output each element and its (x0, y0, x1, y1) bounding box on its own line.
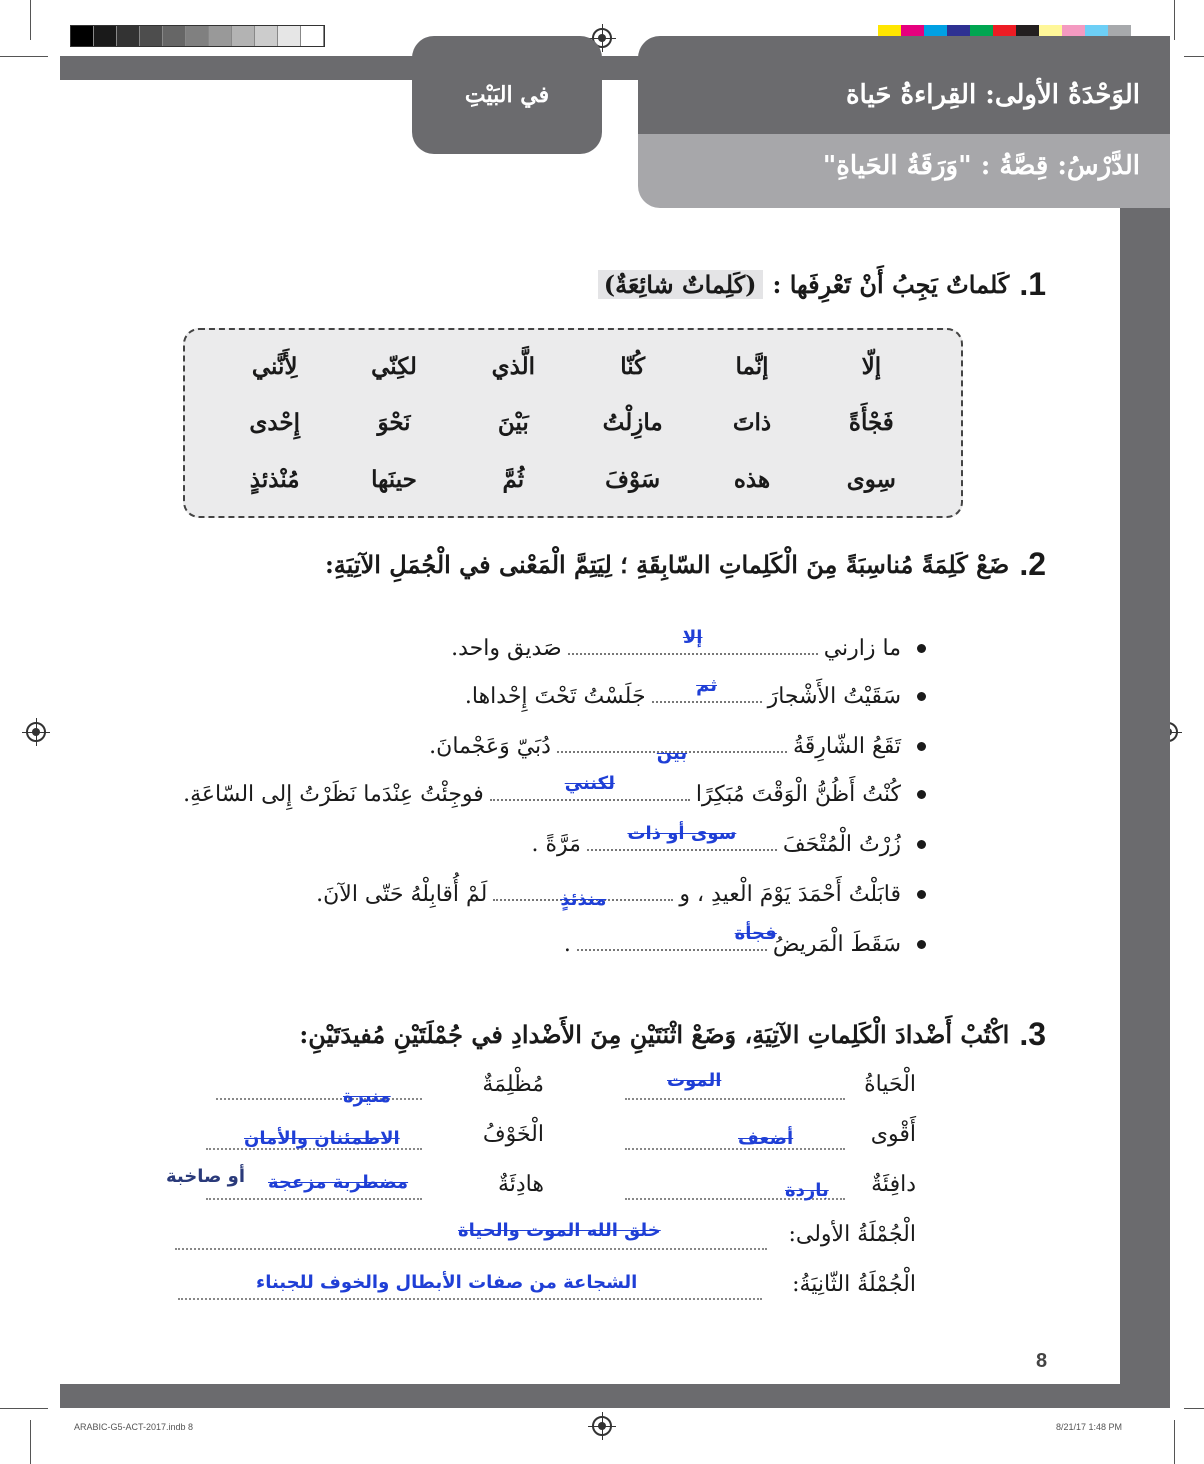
list-item (465, 676, 926, 716)
handwritten-answer: منيرة (343, 1086, 391, 1107)
word-bank (183, 328, 963, 518)
question-2-title: ضَعْ كَلِمَةً مُناسِبَةً مِنَ الْكَلِماتِ السّابِقَةِ ؛ لِيَتِمَّ الْمَعْنى في الْجُمَلِ الآتِيَةِ: (324, 550, 1010, 579)
grayscale-bar (70, 25, 325, 47)
bullet-icon (917, 940, 926, 949)
sentence-before: قابَلْتُ أَحْمَدَ يَوْمَ الْعيدِ ، و (679, 881, 901, 907)
registration-mark-icon (26, 722, 46, 742)
sentence-2-blank[interactable] (178, 1298, 762, 1300)
answer-blank[interactable] (490, 773, 690, 801)
page-number: 8 (1036, 1350, 1048, 1372)
crop-mark (0, 56, 48, 57)
file-slug: ARABIC-G5-ACT-2017.indb 8 (74, 1422, 194, 1432)
list-item (531, 824, 926, 864)
sentence-before: تَقَعُ الشّارِقَةُ (792, 733, 901, 759)
crop-mark (1174, 1420, 1175, 1464)
word-bank-item: بَيْنَ (497, 409, 529, 437)
word-bank-item: لكِنّي (371, 352, 417, 380)
bullet-icon (917, 644, 926, 653)
opposite-word: الْحَياةُ (864, 1072, 916, 1097)
crop-mark (1184, 56, 1204, 57)
answer-blank[interactable] (652, 675, 762, 703)
crop-mark (30, 0, 31, 40)
list-item (564, 924, 926, 964)
answer-blank[interactable] (557, 739, 787, 764)
opposite-word: مُظْلِمَةٌ (482, 1072, 544, 1097)
answer-blank[interactable] (216, 1098, 422, 1100)
registration-mark-icon (592, 1416, 612, 1436)
word-bank-item: سَوْفَ (605, 466, 661, 494)
answer-blank[interactable] (568, 627, 818, 655)
word-bank-item: ثُمَّ (502, 466, 525, 494)
handwritten-answer: الموت (667, 1070, 722, 1091)
sentence-before: كُنْتُ أَظُنُّ الْوَقْتَ مُبَكِرًا (695, 781, 901, 807)
word-bank-item: لِأَنَّني (251, 352, 298, 380)
list-item (183, 774, 926, 814)
bullet-icon (917, 692, 926, 701)
word-bank-item: هذه (733, 466, 771, 494)
question-3-title: اكْتُبْ أَضْدادَ الْكَلِماتِ الآتِيَةِ، وَضَعْ اثْنَتَيْنِ مِنَ الأَضْدادِ في جُمْلَتَيْنِ مُفيدَتَيْنِ: (299, 1020, 1010, 1049)
side-bar (1120, 56, 1170, 1396)
handwritten-answer: فجأة (734, 923, 777, 944)
list-item (316, 874, 926, 914)
sentence-before: زُرْتُ الْمُتْحَفَ (782, 831, 901, 857)
word-bank-item: فَجْأَةً (848, 409, 894, 437)
lesson-title: الدَّرْسُ: قِصَّةُ : "وَرَقَةُ الحَياةِ" (822, 151, 1140, 181)
home-tab (412, 36, 602, 154)
list-item (451, 628, 926, 668)
sentence-before: سَقَطَ الْمَريضُ (772, 931, 901, 957)
sentence-after: دُبَيّ وَعَجْمانَ. (429, 733, 551, 759)
handwritten-answer: منذئذٍ (560, 889, 607, 910)
opposite-word: دافِئَةٌ (871, 1172, 916, 1197)
sentence-2-label: الْجُمْلَةُ الثّانِيَةُ: (792, 1272, 916, 1297)
word-bank-item: مُنْذئذٍ (249, 466, 300, 494)
unit-title: الوَحْدَةُ الأولى: القِراءةُ حَياة (845, 80, 1140, 110)
question-1-title: كَلماتٌ يَجِبُ أَنْ تَعْرِفَها : (772, 270, 1010, 299)
sentence-before: ما زارني (823, 635, 901, 661)
word-bank-item: نَحْوَ (377, 409, 411, 437)
sentence-after: مَرَّةً . (531, 831, 581, 857)
list-item (429, 726, 926, 766)
bullet-icon (917, 742, 926, 751)
word-bank-item: إِحْدى (249, 409, 301, 437)
answer-blank[interactable] (587, 823, 777, 851)
word-bank-item: حينَها (371, 466, 417, 494)
question-number: .2 (1019, 546, 1046, 582)
sentence-after: جَلَسْتُ تَحْتَ إِحْداها. (464, 683, 646, 709)
bullet-icon (917, 840, 926, 849)
word-bank-item: ذاتَ (732, 409, 772, 437)
word-bank-item: الَّذي (491, 352, 536, 380)
word-grid (215, 338, 931, 508)
word-bank-item: كُنّا (620, 352, 646, 380)
date-slug: 8/21/17 1:48 PM (1056, 1422, 1123, 1432)
word-bank-item: إنَّما (735, 352, 769, 380)
sentence-after: . (563, 931, 571, 957)
crop-mark (30, 1420, 31, 1464)
answer-blank[interactable] (625, 1148, 845, 1150)
question-number: .1 (1019, 266, 1046, 302)
handwritten-answer: ثم (696, 675, 718, 696)
word-bank-item: مازِلْتُ (602, 409, 663, 437)
opposite-word: أَقْوى (870, 1122, 916, 1147)
handwritten-answer: الاطمئنان والأمان (244, 1128, 400, 1149)
sentence-after: صَديق واحد. (451, 635, 562, 661)
lesson-header (638, 134, 1170, 208)
question-3-heading (299, 1016, 1046, 1053)
handwritten-answer: لكنني (564, 773, 615, 794)
handwritten-answer: إلا (682, 627, 703, 648)
handwritten-answer: باردة (785, 1180, 829, 1201)
sentence-before: سَقَيْتُ الأَشْجارَ (767, 683, 901, 709)
question-number: .3 (1019, 1016, 1046, 1052)
word-bank-item: إلّا (861, 352, 882, 380)
crop-mark (1184, 1408, 1204, 1409)
answer-blank[interactable] (577, 923, 777, 951)
word-bank-item: سِوى (846, 466, 896, 494)
handwritten-answer: مضطربة مزعجة (268, 1172, 409, 1193)
handwritten-answer: الشجاعة من صفات الأبطال والخوف للجبناء (256, 1272, 638, 1293)
opposite-word: هادِئَةٌ (497, 1172, 544, 1197)
answer-blank[interactable] (206, 1198, 422, 1200)
sentence-1-label: الْجُمْلَةُ الأولى: (788, 1222, 916, 1247)
handwritten-answer: أضعف (738, 1128, 794, 1149)
handwritten-answer: بين (656, 743, 688, 764)
question-1-heading (598, 266, 1046, 303)
sentence-after: فوجِئْتُ عِنْدَما نَظَرْتُ إِلى السّاعَةِ. (183, 781, 484, 807)
question-1-tag: (كَلِماتٌ شائِعَةٌ) (598, 270, 763, 299)
bullet-icon (917, 890, 926, 899)
crop-mark (0, 1408, 48, 1409)
sentence-1-blank[interactable] (175, 1248, 767, 1250)
sentence-after: لَمْ أُقابِلْهُ حَتّى الآنَ. (316, 881, 488, 907)
bullet-icon (917, 790, 926, 799)
crop-mark (1174, 0, 1175, 40)
home-tab-label: في البَيْتِ (464, 82, 550, 108)
handwritten-answer: خلق الله الموت والحياة (458, 1220, 661, 1241)
opposite-word: الْخَوْفُ (482, 1122, 544, 1147)
footer-bar (60, 1384, 1170, 1408)
unit-header (638, 36, 1170, 134)
answer-blank[interactable] (625, 1098, 845, 1100)
answer-blank[interactable] (493, 887, 673, 910)
handwritten-note: أو صاخبة (166, 1166, 246, 1187)
handwritten-answer: سوى أو ذات (627, 823, 737, 844)
question-2-heading (325, 546, 1046, 583)
